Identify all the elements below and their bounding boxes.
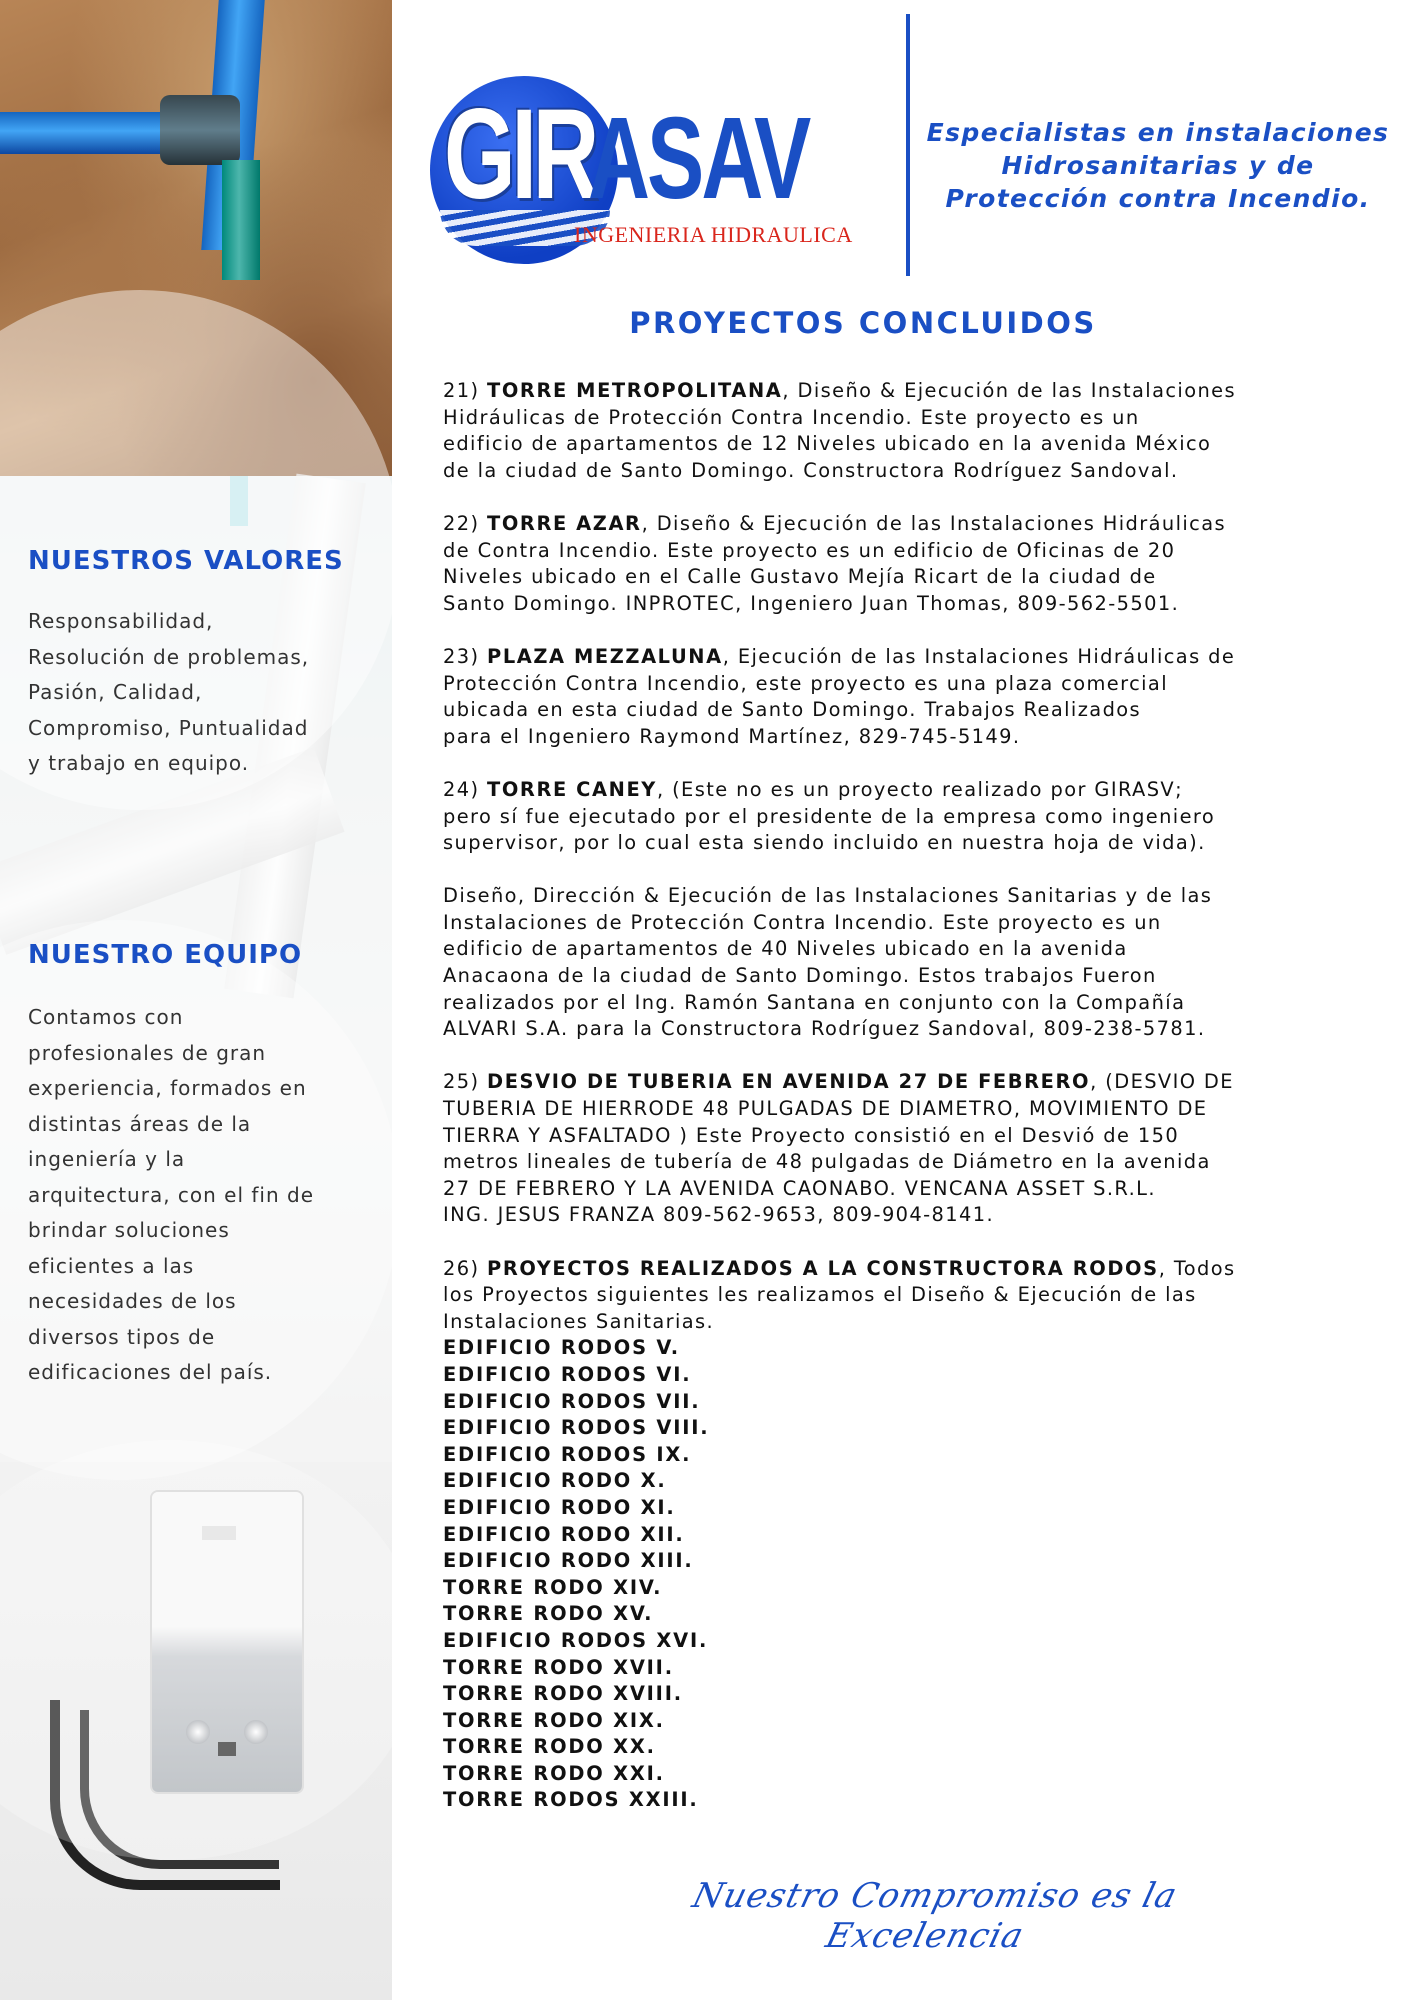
project-name: PLAZA MEZZALUNA bbox=[487, 644, 723, 668]
list-item: EDIFICIO RODO X. bbox=[443, 1469, 667, 1493]
list-item: TORRE RODO XIX. bbox=[443, 1708, 665, 1732]
girasav-logo bbox=[430, 70, 890, 270]
list-item: EDIFICIO RODOS XVI. bbox=[443, 1628, 709, 1652]
project-entry: 22) TORRE AZAR, Diseño & Ejecución de las Instalaciones Hidráulicas de Contra Incendio. Este proyecto es un edificio de Oficinas de 20 Niveles ubicado en el Calle Gustavo Mejía Ricart de la ciudad de Santo Domingo. INPROTEC, Ingeniero Juan Thomas, 809-562-5501. bbox=[443, 511, 1226, 615]
list-item: TORRE RODO XVII. bbox=[443, 1655, 674, 1679]
list-item: TORRE RODO XX. bbox=[443, 1735, 656, 1759]
list-item: EDIFICIO RODO XI. bbox=[443, 1495, 676, 1519]
sidebar bbox=[0, 0, 392, 2000]
list-item: EDIFICIO RODOS IX. bbox=[443, 1442, 692, 1466]
decorative-circle bbox=[0, 1440, 392, 1860]
team-text: Contamos con profesionales de gran experiencia, formados en distintas áreas de la ingeniería y la arquitectura, con el fin de brindar soluciones eficientes a las necesidades de los diversos tipos de edificaciones del país. bbox=[28, 1005, 315, 1384]
list-item: EDIFICIO RODOS VIII. bbox=[443, 1416, 710, 1440]
header-divider bbox=[906, 14, 910, 276]
list-item: EDIFICIO RODO XII. bbox=[443, 1522, 685, 1546]
tagline: Especialistas en instalaciones Hidrosanitarias y de Protección contra Incendio. bbox=[926, 118, 1390, 213]
list-item: TORRE RODO XXI. bbox=[443, 1761, 665, 1785]
project-description: Diseño, Dirección & Ejecución de las Instalaciones Sanitarias y de las Instalaciones de Protección Contra Incendio. Este proyecto es un edificio de apartamentos de 40 Niveles ubicado en la avenida Anacaona de la ciudad de Santo Domingo. Estos trabajos Fueron realizados por el Ing. Ramón Santana en conjunto con la Compañía ALVARI S.A. para la Constructora Rodríguez Sandoval, 809-238-5781. bbox=[443, 884, 1213, 1041]
project-name: TORRE METROPOLITANA bbox=[487, 379, 783, 402]
project-name: PROYECTOS REALIZADOS A LA CONSTRUCTORA RODOS bbox=[487, 1256, 1159, 1280]
projects-list bbox=[443, 378, 1363, 1814]
project-name: DESVIO DE TUBERIA EN AVENIDA 27 DE FEBRERO bbox=[487, 1070, 1091, 1094]
project-entry: 26) PROYECTOS REALIZADOS A LA CONSTRUCTORA RODOS, Todos los Proyectos siguientes les realizamos el Diseño & Ejecución de las Instalaciones Sanitarias. bbox=[443, 1256, 1236, 1333]
project-entry: 24) TORRE CANEY, (Este no es un proyecto realizado por GIRASV; pero sí fue ejecutado por el presidente de la empresa como ingeniero supervisor, por lo cual esta siendo incluido en nuestra hoja de vida). bbox=[443, 777, 1216, 855]
motto-signature: Nuestro Compromiso es la Excelencia bbox=[688, 1876, 1182, 1956]
project-name: TORRE AZAR bbox=[487, 511, 642, 535]
logo-subtitle: INGENIERIA HIDRAULICA bbox=[574, 222, 853, 247]
logo-text-right: ASAV bbox=[588, 93, 809, 223]
values-heading: NUESTROS VALORES bbox=[28, 546, 344, 576]
rodos-building-list bbox=[443, 1335, 1363, 1814]
list-item: TORRE RODO XVIII. bbox=[443, 1682, 683, 1706]
team-heading: NUESTRO EQUIPO bbox=[28, 940, 303, 970]
list-item: EDIFICIO RODOS VII. bbox=[443, 1389, 701, 1413]
logo-text-left: GIR bbox=[444, 83, 595, 226]
project-entry: 23) PLAZA MEZZALUNA, Ejecución de las Instalaciones Hidráulicas de Protección Contra Incendio, este proyecto es una plaza comercial ubicada en esta ciudad de Santo Domingo. Trabajos Realizados para el Ingeniero Raymond Martínez, 829-745-5149. bbox=[443, 644, 1236, 748]
project-name: TORRE CANEY bbox=[487, 777, 657, 801]
project-entry: 21) TORRE METROPOLITANA, Diseño & Ejecución de las Instalaciones Hidráulicas de Protección Contra Incendio. Este proyecto es un edificio de apartamentos de 12 Niveles ubicado en la avenida México de la ciudad de Santo Domingo. Constructora Rodríguez Sandoval. bbox=[443, 379, 1237, 482]
section-title: PROYECTOS CONCLUIDOS bbox=[629, 306, 1097, 340]
list-item: TORRE RODOS XXIII. bbox=[443, 1788, 699, 1812]
project-entry: 25) DESVIO DE TUBERIA EN AVENIDA 27 DE FEBRERO, (DESVIO DE TUBERIA DE HIERRODE 48 PULGADAS DE DIAMETRO, MOVIMIENTO DE TIERRA Y ASFALTADO ) Este Proyecto consistió en el Desvió de 150 metros lineales de tubería de 48 pulgadas de Diámetro en la avenida 27 DE FEBRERO Y LA AVENIDA CAONABO. VENCANA ASSET S.R.L. ING. JESUS FRANZA 809-562-9653, 809-904-8141. bbox=[443, 1070, 1234, 1227]
values-text: Responsabilidad, Resolución de problemas, Pasión, Calidad, Compromiso, Puntualidad y trabajo en equipo. bbox=[28, 609, 310, 775]
list-item: EDIFICIO RODOS V. bbox=[443, 1336, 680, 1360]
list-item: EDIFICIO RODOS VI. bbox=[443, 1362, 692, 1386]
list-item: TORRE RODO XV. bbox=[443, 1602, 654, 1626]
list-item: EDIFICIO RODO XIII. bbox=[443, 1549, 694, 1573]
list-item: TORRE RODO XIV. bbox=[443, 1575, 663, 1599]
